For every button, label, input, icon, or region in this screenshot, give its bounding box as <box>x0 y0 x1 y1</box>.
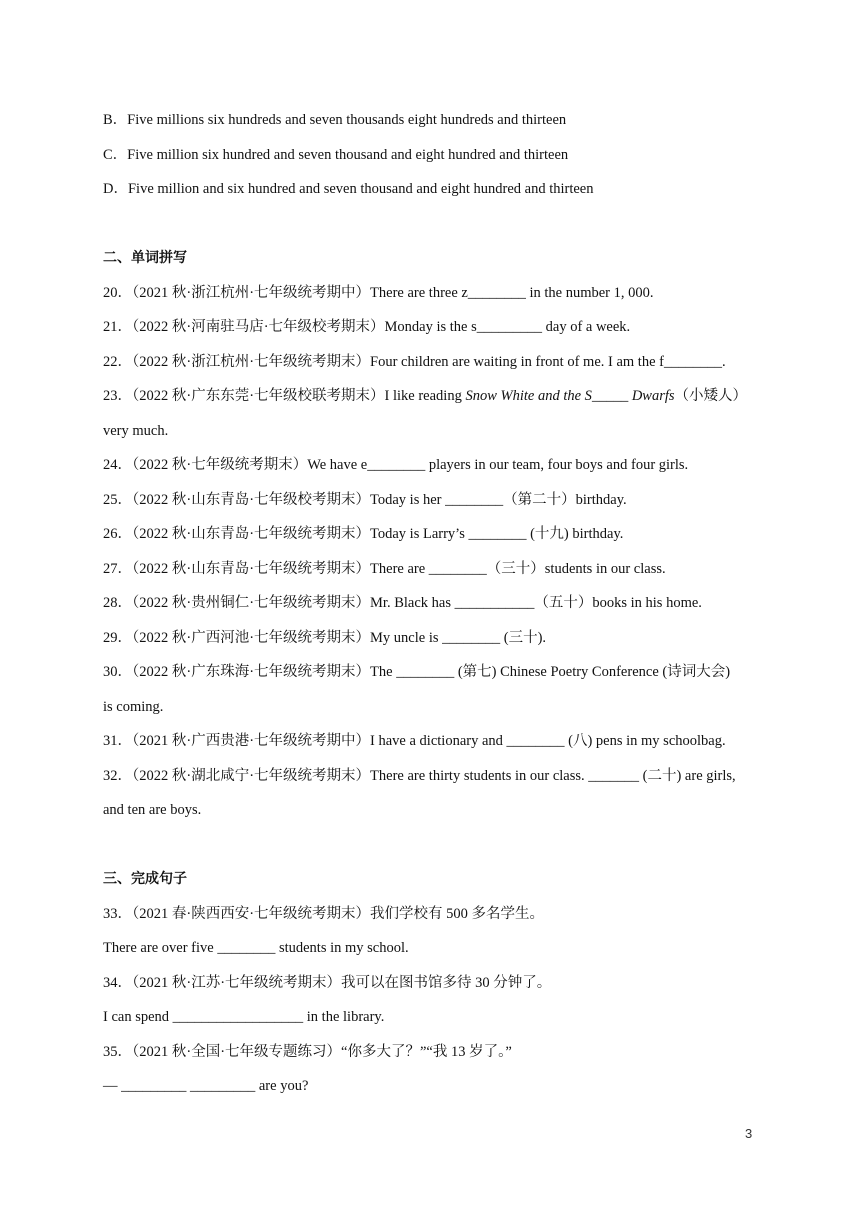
section-heading-spelling: 二、单词拼写 <box>103 250 187 266</box>
book-title-part-b: Dwarfs <box>628 388 675 404</box>
question-23-continuation: very much. <box>103 423 169 439</box>
question-26: 26．（2022 秋·山东青岛·七年级统考期末）Today is Larry’s ________ (十九) birthday. <box>103 526 624 542</box>
question-28: 28．（2022 秋·贵州铜仁·七年级统考期末）Mr. Black has ___________（五十）books in his home. <box>103 595 702 611</box>
question-25: 25．（2022 秋·山东青岛·七年级校考期末）Today is her ________（第二十）birthday. <box>103 492 627 508</box>
question-30-continuation: is coming. <box>103 699 164 715</box>
question-22: 22．（2022 秋·浙江杭州·七年级统考期末）Four children are waiting in front of me. I am the f________. <box>103 354 726 370</box>
option-b: B．Five millions six hundreds and seven thousands eight hundreds and thirteen <box>103 112 567 128</box>
question-23 <box>103 386 763 406</box>
question-31: 31．（2021 秋·广西贵港·七年级统考期中）I have a dictionary and ________ (八) pens in my schoolbag. <box>103 733 726 749</box>
question-20: 20．（2021 秋·浙江杭州·七年级统考期中）There are three z________ in the number 1, 000. <box>103 285 654 301</box>
question-33: 33．（2021 春·陕西西安·七年级统考期末）我们学校有 500 多名学生。 <box>103 906 545 922</box>
section-heading-sentences: 三、完成句子 <box>103 871 187 887</box>
question-34-english: I can spend __________________ in the library. <box>103 1009 385 1025</box>
question-21: 21．（2022 秋·河南驻马店·七年级校考期末）Monday is the s_________ day of a week. <box>103 319 631 335</box>
question-35-english: — _________ _________ are you? <box>103 1078 309 1094</box>
question-30: 30．（2022 秋·广东珠海·七年级统考期末）The ________ (第七) Chinese Poetry Conference (诗词大会) <box>103 664 731 680</box>
question-24: 24．（2022 秋·七年级统考期末）We have e________ players in our team, four boys and four girls. <box>103 457 689 473</box>
question-32-continuation: and ten are boys. <box>103 802 202 818</box>
option-c: C．Five million six hundred and seven thousand and eight hundred and thirteen <box>103 147 569 163</box>
page-number: 3 <box>745 1126 753 1141</box>
option-d: D．Five million and six hundred and seven thousand and eight hundred and thirteen <box>103 181 594 197</box>
question-34: 34．（2021 秋·江苏·七年级统考期末）我可以在图书馆多待 30 分钟了。 <box>103 975 552 991</box>
question-27: 27．（2022 秋·山东青岛·七年级统考期末）There are ________（三十）students in our class. <box>103 561 666 577</box>
question-33-english: There are over five ________ students in my school. <box>103 940 409 956</box>
book-title-part-a: Snow White and the S <box>465 388 592 404</box>
question-23-blank: _____ <box>591 388 629 404</box>
question-32: 32．（2022 秋·湖北咸宁·七年级统考期末）There are thirty students in our class. _______ (二十) are girls, <box>103 768 736 784</box>
question-23-suffix: （小矮人） <box>674 388 748 404</box>
question-23-prefix: 23．（2022 秋·广东东莞·七年级校联考期末）I like reading <box>103 388 466 404</box>
question-29: 29．（2022 秋·广西河池·七年级统考期末）My uncle is ________ (三十). <box>103 630 547 646</box>
question-35: 35．（2021 秋·全国·七年级专题练习）“你多大了？”“我 13 岁了。” <box>103 1044 512 1060</box>
